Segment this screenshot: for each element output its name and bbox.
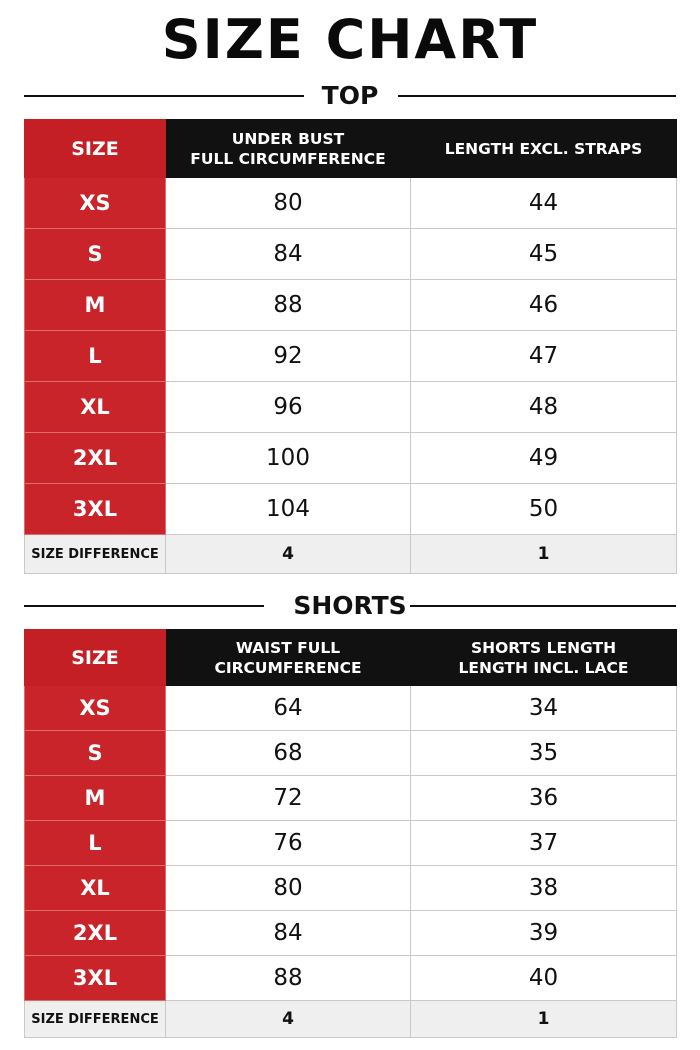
- size-difference-value: 1: [411, 1001, 677, 1038]
- table-header-row: [25, 120, 677, 178]
- waist-value: 88: [166, 956, 411, 1001]
- header-line: FULL CIRCUMFERENCE: [190, 149, 386, 168]
- size-label: M: [25, 776, 166, 821]
- section-title-shorts: SHORTS: [293, 591, 407, 620]
- under-bust-value: 84: [166, 229, 411, 280]
- header-under-bust: [166, 120, 411, 178]
- size-difference-value: 4: [166, 535, 411, 574]
- header-size: SIZE: [25, 630, 166, 686]
- size-label: 3XL: [25, 956, 166, 1001]
- table-row: [25, 433, 677, 484]
- table-row: [25, 911, 677, 956]
- length-value: 47: [411, 331, 677, 382]
- waist-value: 76: [166, 821, 411, 866]
- waist-value: 68: [166, 731, 411, 776]
- length-value: 49: [411, 433, 677, 484]
- size-label: L: [25, 821, 166, 866]
- size-difference-value: 4: [166, 1001, 411, 1038]
- size-label: M: [25, 280, 166, 331]
- size-label: XS: [25, 178, 166, 229]
- table-row: [25, 956, 677, 1001]
- size-difference-row: [25, 1001, 677, 1038]
- length-value: 44: [411, 178, 677, 229]
- size-label: 2XL: [25, 911, 166, 956]
- header-shorts-length: [411, 630, 677, 686]
- under-bust-value: 104: [166, 484, 411, 535]
- table-row: [25, 382, 677, 433]
- header-line: UNDER BUST: [231, 129, 345, 148]
- under-bust-value: 96: [166, 382, 411, 433]
- size-difference-label: SIZE DIFFERENCE: [25, 1001, 166, 1038]
- header-line: CIRCUMFERENCE: [214, 658, 362, 677]
- header-line: WAIST FULL: [235, 638, 341, 657]
- under-bust-value: 92: [166, 331, 411, 382]
- waist-value: 72: [166, 776, 411, 821]
- size-difference-label: SIZE DIFFERENCE: [25, 535, 166, 574]
- size-label: XS: [25, 686, 166, 731]
- header-line: LENGTH INCL. LACE: [458, 658, 629, 677]
- size-label: L: [25, 331, 166, 382]
- table-row: [25, 866, 677, 911]
- size-difference-value: 1: [411, 535, 677, 574]
- top-size-table: [24, 119, 677, 574]
- section-heading-top: [24, 80, 676, 112]
- size-label: XL: [25, 382, 166, 433]
- table-row: [25, 686, 677, 731]
- size-difference-row: [25, 535, 677, 574]
- size-label: XL: [25, 866, 166, 911]
- waist-value: 84: [166, 911, 411, 956]
- shorts-length-value: 39: [411, 911, 677, 956]
- length-value: 45: [411, 229, 677, 280]
- length-value: 48: [411, 382, 677, 433]
- table-row: [25, 776, 677, 821]
- table-row: [25, 731, 677, 776]
- header-line: SHORTS LENGTH: [470, 638, 617, 657]
- section-title-top: TOP: [321, 81, 379, 110]
- table-header-row: [25, 630, 677, 686]
- table-row: [25, 331, 677, 382]
- table-row: [25, 178, 677, 229]
- length-value: 46: [411, 280, 677, 331]
- waist-value: 80: [166, 866, 411, 911]
- table-row: [25, 280, 677, 331]
- size-label: S: [25, 229, 166, 280]
- shorts-length-value: 40: [411, 956, 677, 1001]
- header-length: LENGTH EXCL. STRAPS: [411, 120, 677, 178]
- header-size: SIZE: [25, 120, 166, 178]
- size-label: S: [25, 731, 166, 776]
- under-bust-value: 88: [166, 280, 411, 331]
- shorts-length-value: 36: [411, 776, 677, 821]
- under-bust-value: 100: [166, 433, 411, 484]
- page-title: SIZE CHART: [161, 8, 539, 71]
- section-heading-shorts: [24, 590, 676, 622]
- table-row: [25, 229, 677, 280]
- table-row: [25, 821, 677, 866]
- length-value: 50: [411, 484, 677, 535]
- size-label: 3XL: [25, 484, 166, 535]
- shorts-length-value: 34: [411, 686, 677, 731]
- header-waist: [166, 630, 411, 686]
- shorts-size-table: [24, 629, 677, 1038]
- shorts-length-value: 38: [411, 866, 677, 911]
- under-bust-value: 80: [166, 178, 411, 229]
- size-label: 2XL: [25, 433, 166, 484]
- shorts-length-value: 37: [411, 821, 677, 866]
- table-row: [25, 484, 677, 535]
- shorts-length-value: 35: [411, 731, 677, 776]
- waist-value: 64: [166, 686, 411, 731]
